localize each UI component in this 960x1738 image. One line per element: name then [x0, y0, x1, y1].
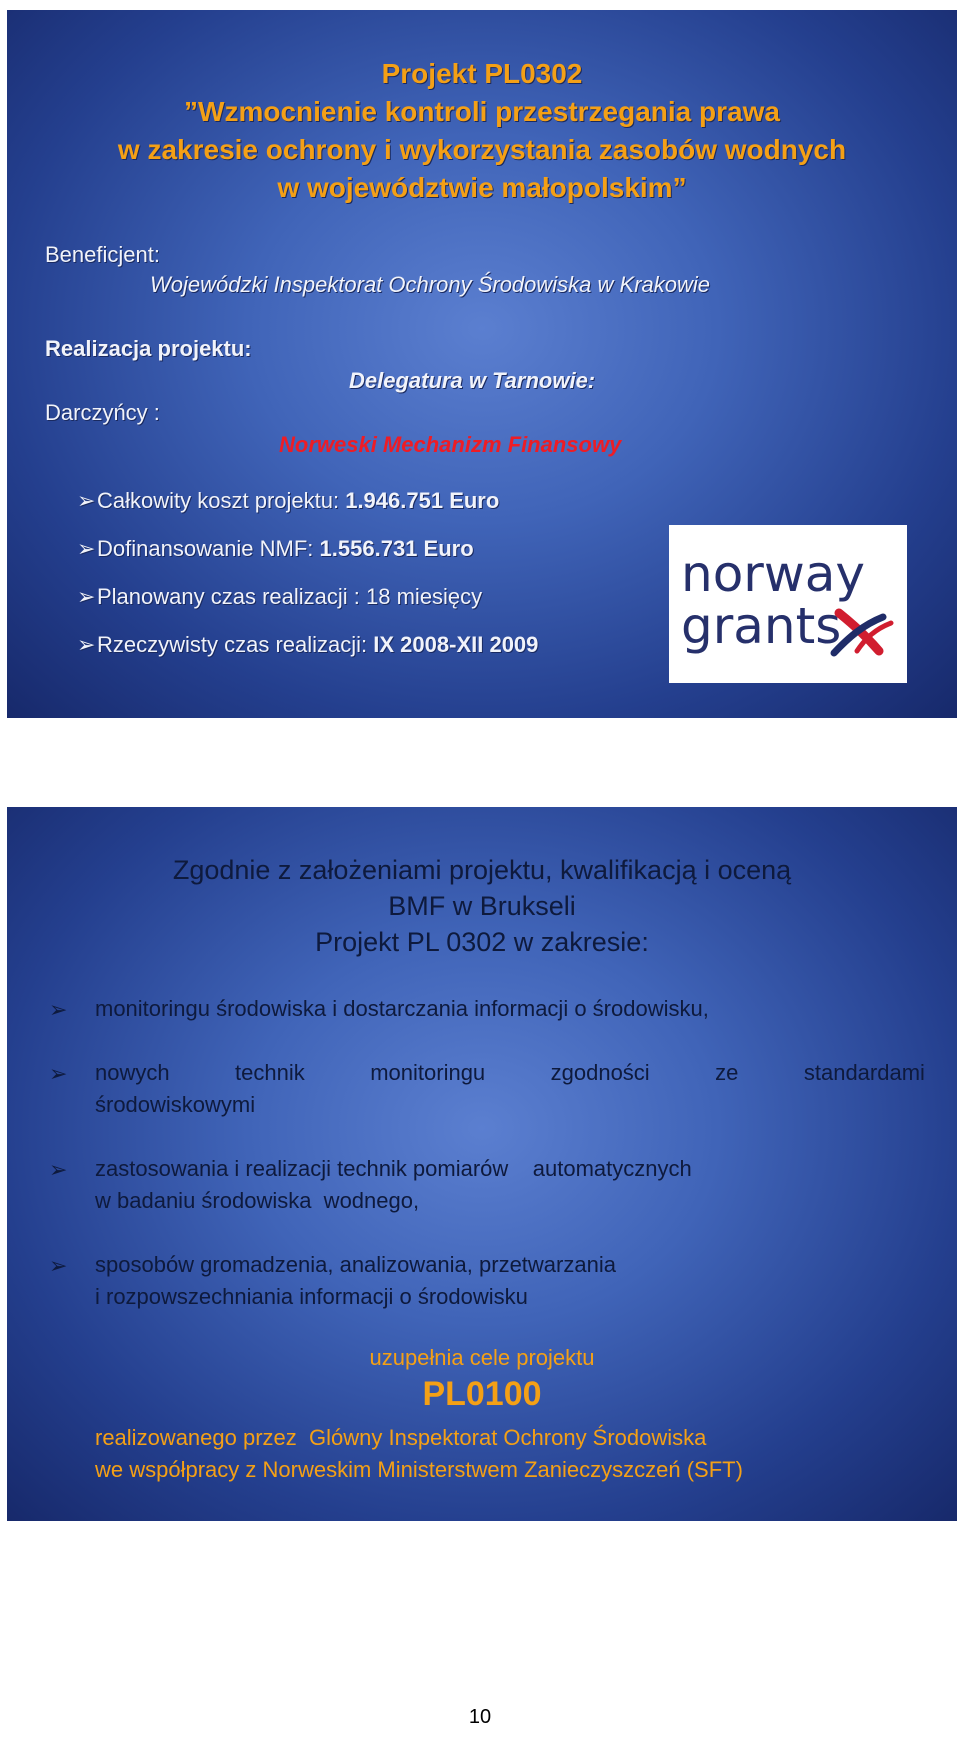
norway-grants-logo-icon [669, 525, 907, 683]
svg-text:norway: norway [681, 545, 865, 603]
bullet-dofinansowanie: ➢Dofinansowanie NMF: 1.556.731 Euro [77, 536, 474, 561]
scope-bullet-3-line-1: zastosowania i realizacji technik pomiarów automatycznych [95, 1156, 692, 1181]
scope-bullet-1: monitoringu środowiska i dostarczania informacji o środowisku, [95, 996, 709, 1021]
scope-bullet-3-line-2: w badaniu środowiska wodnego, [95, 1188, 420, 1213]
slide-title-line-4: w województwie małopolskim” [277, 172, 687, 203]
slide-title-line-3: w zakresie ochrony i wykorzystania zasobów wodnych [117, 134, 847, 165]
bullet-arrow-icon: ➢ [77, 632, 96, 657]
intro-line-1: Zgodnie z założeniami projektu, kwalifikacją i oceną [172, 855, 792, 885]
page-number: 10 [468, 1706, 492, 1728]
darczyncy-label: Darczyńcy : [45, 400, 160, 425]
beneficjent-label: Beneficjent: [45, 242, 160, 267]
scope-bullet-2-line-2: środowiskowymi [95, 1092, 256, 1117]
bullet-koszt: ➢Całkowity koszt projektu: 1.946.751 Euro [77, 488, 500, 513]
slide-project-scope [7, 807, 957, 1521]
slide-title-line-2: ”Wzmocnienie kontroli przestrzegania prawa [184, 96, 780, 127]
intro-line-3: Projekt PL 0302 w zakresie: [315, 927, 649, 957]
bullet-planowany-czas: ➢Planowany czas realizacji : 18 miesięcy [77, 584, 483, 609]
delegatura-label: Delegatura w Tarnowie: [349, 368, 596, 393]
bullet-arrow-icon: ➢ [49, 1157, 68, 1182]
bullet-arrow-icon: ➢ [77, 488, 96, 513]
footer-line-2: we współpracy z Norweskim Ministerstwem Zanieczyszczeń (SFT) [95, 1457, 743, 1482]
scope-bullet-4-line-2: i rozpowszechniania informacji o środowisku [95, 1284, 528, 1309]
darczyncy-value: Norweski Mechanizm Finansowy [279, 432, 622, 457]
footer-line-1: realizowanego przez Glówny Inspektorat Ochrony Środowiska [95, 1425, 707, 1450]
bullet-arrow-icon: ➢ [49, 1253, 68, 1278]
project-code: PL0100 [422, 1375, 542, 1413]
slide-title-line-1: Projekt PL0302 [381, 58, 583, 89]
beneficjent-value: Wojewódzki Inspektorat Ochrony Środowiska w Krakowie [150, 272, 711, 297]
bullet-arrow-icon: ➢ [49, 997, 68, 1022]
bullet-arrow-icon: ➢ [49, 1061, 68, 1086]
scope-bullet-2-line-1: nowych technik monitoringu zgodności ze standardami [95, 1060, 925, 1085]
slide-project-summary [7, 10, 957, 718]
realizacja-label: Realizacja projektu: [45, 336, 252, 361]
scope-bullet-4-line-1: sposobów gromadzenia, analizowania, przetwarzania [95, 1252, 616, 1277]
bullet-rzeczywisty-czas: ➢Rzeczywisty czas realizacji: IX 2008-XII 2009 [77, 632, 539, 657]
norway-grants-logo [669, 525, 907, 683]
bullet-arrow-icon: ➢ [77, 536, 96, 561]
bullet-arrow-icon: ➢ [77, 584, 96, 609]
intro-line-2: BMF w Brukseli [388, 891, 576, 921]
supplement-text: uzupełnia cele projektu [369, 1345, 595, 1370]
svg-text:grants: grants [681, 597, 842, 655]
